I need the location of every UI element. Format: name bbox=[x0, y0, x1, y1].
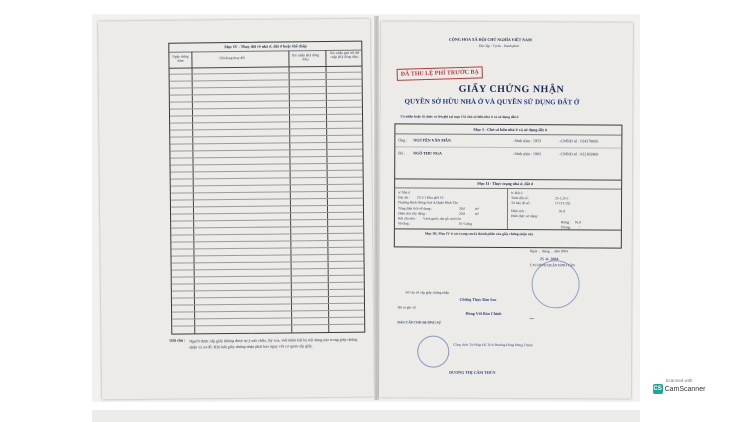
unit-2: m² bbox=[474, 211, 479, 216]
ward-value: Phường Bình Hưng Hoà A,Quận Bình Tân bbox=[398, 200, 458, 205]
table-rule-line bbox=[171, 254, 363, 257]
official-note: Công chức Tư Pháp Hộ Tịch Phường Đông Hưng Thuận bbox=[453, 342, 533, 348]
certificate-subtitle: QUYỀN SỞ HỮU NHÀ Ở VÀ QUYỀN SỬ DỤNG ĐẤT Ở bbox=[404, 97, 580, 107]
table-rule-line bbox=[172, 317, 364, 320]
section-iii-note: Mục III, Mục IV ở các trang sau là thành phần của giấy chứng nhận này bbox=[424, 231, 534, 237]
table-rule-line bbox=[172, 324, 364, 327]
col-release: Xác nhận giải trừ thế chấp (Ký đóng dấu) bbox=[329, 50, 360, 59]
house-heading: a/ Nhà ở bbox=[398, 190, 411, 195]
note-label: Ghi chú : bbox=[169, 337, 186, 343]
left-page bbox=[98, 19, 374, 400]
next-page-strip bbox=[92, 410, 640, 422]
table-rule-line bbox=[170, 107, 362, 110]
table-rule-line bbox=[171, 247, 363, 250]
table-rule-line bbox=[171, 163, 363, 166]
date-stamp: 25 -0- 2004 bbox=[539, 256, 559, 262]
owner1-prefix: Ông : bbox=[398, 137, 408, 143]
table-rule-line bbox=[172, 282, 364, 285]
table-rule-line bbox=[172, 310, 364, 313]
build-area-label: Diện tích xây dựng : bbox=[397, 211, 427, 216]
book-fold bbox=[374, 16, 379, 400]
certificate-title: GIẤY CHỨNG NHẬN bbox=[458, 83, 565, 96]
table-rule-line bbox=[170, 100, 362, 103]
table-rule-line bbox=[172, 261, 364, 264]
plot-label: Thửa đất số : bbox=[511, 196, 530, 201]
owner2-name: NGÔ THU NGA bbox=[413, 150, 442, 156]
table-rule-line bbox=[170, 93, 362, 96]
table-rule-line bbox=[170, 86, 362, 89]
table-rule-line bbox=[171, 226, 363, 229]
national-title: CỘNG HÒA XÃ HỘI CHỦ NGHĨA VIỆT NAM bbox=[448, 36, 532, 43]
change-table bbox=[168, 41, 365, 335]
date-line: Ngày ... tháng ... năm 2004 bbox=[529, 249, 568, 254]
table-rule-line bbox=[170, 121, 362, 124]
camscanner-watermark bbox=[648, 378, 710, 402]
owner2-prefix: Bà : bbox=[398, 150, 405, 156]
table-rule-line bbox=[170, 156, 362, 159]
ward-seal bbox=[417, 336, 449, 368]
owner2-id: -CMND số : 022165969 bbox=[559, 151, 599, 157]
land-area-value: 91,8 bbox=[558, 209, 566, 214]
section-iv-title: Mục IV - Thay đổi về nhà ở, đất ở hoặc thế chấp bbox=[224, 43, 307, 50]
copy-stamp-2: Đúng Với Bản Chính bbox=[465, 310, 502, 316]
structure-value: Vách gạch, sàn gỗ, mái tôn bbox=[422, 216, 461, 221]
shared-value: / bbox=[578, 225, 580, 230]
table-rule-line bbox=[171, 219, 363, 222]
section-i-title: Mục I - Chủ sở hữu nhà ở và sử dụng đất ở bbox=[473, 126, 548, 133]
copy-stamp-1: Chứng Thực Bản Sao bbox=[459, 296, 497, 302]
signature: ~ bbox=[529, 314, 534, 324]
total-area-label: Tổng diện tích sử dụng : bbox=[397, 206, 433, 211]
col-confirm: Xác nhận (Ký đóng dấu) bbox=[291, 53, 320, 61]
table-rule-line bbox=[172, 289, 364, 292]
scanned-with-text: Scanned with bbox=[665, 378, 693, 383]
signer-line: T.M.UBND QUẬN BÌNH TÂN bbox=[529, 263, 575, 268]
private-label: Riêng bbox=[560, 220, 570, 225]
table-rule-line bbox=[172, 268, 364, 271]
table-rule-line bbox=[171, 184, 363, 187]
record-no: Hồ sơ gốc số bbox=[397, 305, 416, 310]
section-ii-title: Mục II - Thực trạng nhà ở, đất ở bbox=[477, 180, 534, 187]
registry-line: Số vào sổ cấp giấy chứng nhận bbox=[405, 290, 450, 295]
col-content: Nội dung thay đổi bbox=[219, 55, 245, 61]
map-value: 17 (TL 02) bbox=[555, 201, 571, 206]
table-rule-line bbox=[171, 205, 363, 208]
official-seal bbox=[531, 260, 579, 308]
fee-paid-stamp: ĐÃ THU LỆ PHÍ TRƯỚC BẠ bbox=[397, 66, 483, 81]
table-rule-line bbox=[172, 275, 364, 278]
table-rule-line bbox=[170, 142, 362, 145]
land-heading: b/ Đất ở bbox=[511, 191, 523, 196]
private-value: 91,8 bbox=[574, 220, 582, 225]
floors-label: Số tầng : bbox=[397, 221, 411, 226]
table-rule-line bbox=[170, 79, 362, 82]
owner1-id: -CMND số : 024278095 bbox=[559, 138, 599, 144]
copy-stamp-3: BẢN CẤP CHO ĐƯƠNG SỰ bbox=[397, 320, 442, 325]
col-date: Ngày tháng năm bbox=[172, 54, 189, 63]
table-rule-line bbox=[170, 128, 362, 131]
certificate-intro: Cá nhân hoặc tổ chức có tên ghi tại mục I là chủ sở hữu nhà ở và sử dụng đất ở bbox=[400, 114, 519, 120]
table-rule-line bbox=[171, 170, 363, 173]
unit-1: m² bbox=[474, 206, 479, 211]
map-label: Tờ bản đồ số : bbox=[511, 201, 532, 206]
national-motto: Độc lập - Tự do - Hạnh phúc bbox=[478, 43, 520, 49]
table-rule-line bbox=[170, 149, 362, 152]
table-rule-line bbox=[171, 198, 363, 201]
owner2-birth: -Sinh năm : 1962 bbox=[513, 151, 541, 157]
table-rule-line bbox=[171, 177, 363, 180]
shared-label: Chung bbox=[560, 225, 571, 230]
signer-name: DƯƠNG THỊ CẨM THỦY bbox=[449, 369, 496, 375]
structure-label: Kết cấu nhà : bbox=[397, 216, 417, 221]
land-area-label: Diện tích : bbox=[510, 209, 526, 214]
table-rule-line bbox=[170, 135, 362, 138]
usage-label: Hình thức sử dụng : bbox=[510, 214, 539, 219]
note-text: Người được cấp giấy không được tự ý sửa chữa, tẩy xóa, viết thêm bất kỳ nội dung nào trong giấy chứng nhận và sơ đồ. Khi mất giấy chứng nhận phải báo ngay với cơ quan cấp giấy. bbox=[189, 336, 358, 350]
address-value: 25/1/1 Khu phố 10 bbox=[417, 195, 444, 200]
table-rule-line bbox=[170, 114, 362, 117]
total-area-value: 30,0 bbox=[458, 206, 466, 211]
owner1-birth: -Sinh năm : 1953 bbox=[513, 138, 542, 144]
plot-value: 25-1,25-1 bbox=[555, 196, 569, 201]
address-label: Địa chỉ : bbox=[398, 195, 411, 200]
right-page bbox=[379, 21, 633, 398]
table-rule-line bbox=[171, 191, 363, 194]
main-info-box bbox=[394, 123, 623, 248]
table-rule-line bbox=[171, 233, 363, 236]
build-area-value: 20,8 bbox=[458, 211, 466, 216]
table-rule-line bbox=[171, 212, 363, 215]
table-rule-line bbox=[171, 240, 363, 243]
table-rule-line bbox=[172, 296, 364, 299]
owner1-name: NGUYỄN VĂN MẪN bbox=[413, 137, 451, 143]
table-rule-line bbox=[172, 303, 364, 306]
floors-value: 01+Lửng bbox=[458, 221, 472, 226]
camscanner-icon: CS bbox=[653, 386, 662, 392]
camscanner-label: CamScanner bbox=[664, 385, 706, 393]
table-rule-line bbox=[170, 72, 362, 75]
